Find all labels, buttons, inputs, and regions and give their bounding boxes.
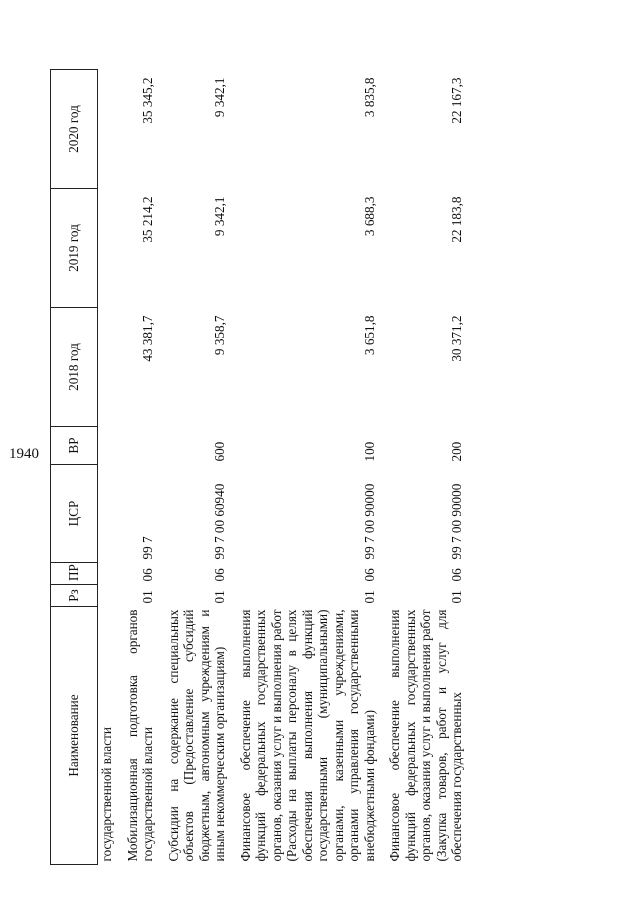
row-pr: 06 [449,568,464,582]
col-header-2019: 2019 год [51,189,98,308]
row-name: государственной власти [99,727,114,862]
col-header-name: Наименование [51,607,98,865]
row-name: Финансовое обеспечение выполнения функций федеральных государственных органов, оказания услуг и выполнения работ (Расходы на выплаты персоналу в целях обеспечения выполнения функций государственными (муниципальными) органами, казенными учреждениями, органами управления государственными внебюджетными фондами) [237,609,377,862]
col-header-2020: 2020 год [51,70,98,189]
row-rz [98,585,116,607]
table-row [157,70,229,865]
row-pr: 06 [361,568,377,582]
row-rz: 01 [449,590,464,604]
row-vr: 600 [212,441,227,462]
row-2019: 35 214,2 [140,196,155,243]
table-row [378,70,466,865]
row-vr: 200 [449,441,464,462]
row-2018 [98,308,116,427]
row-2019 [98,189,116,308]
row-pr [98,563,116,585]
row-2020 [98,70,116,189]
rotated-budget-table [50,70,600,865]
row-name: Мобилизационная подготовка органов государственной власти [124,609,155,862]
row-2018: 3 651,8 [361,315,377,356]
row-vr [98,427,116,465]
row-vr: 100 [361,441,377,462]
col-header-pr: ПР [51,563,98,585]
budget-table [50,69,466,865]
row-2018: 30 371,2 [449,315,464,362]
row-pr: 06 [140,568,155,582]
row-rz: 01 [140,590,155,604]
row-csr [98,465,116,563]
col-header-rz: Рз [51,585,98,607]
page-number: 1940 [9,446,39,462]
row-csr: 99 7 [140,536,155,560]
table-row [98,70,116,865]
row-vr [116,427,157,465]
row-2020: 35 345,2 [140,77,155,124]
row-2018: 9 358,7 [212,315,227,356]
row-2019: 9 342,1 [212,196,227,237]
row-rz: 01 [361,590,377,604]
row-2020: 3 835,8 [361,77,377,118]
row-2020: 9 342,1 [212,77,227,118]
row-2019: 3 688,3 [361,196,377,237]
row-name: Финансовое обеспечение выполнения функций федеральных государственных органов, оказания услуг и выполнения работ (Закупка товаров, работ и услуг для обеспечения государственных [387,609,464,862]
row-2019: 22 183,8 [449,196,464,243]
table-header-row [51,70,98,865]
row-rz: 01 [212,590,227,604]
row-csr: 99 7 00 90000 [449,483,464,560]
col-header-vr: ВР [51,427,98,465]
table-row [116,70,157,865]
row-csr: 99 7 00 60940 [212,483,227,560]
table-row [229,70,379,865]
row-2018: 43 381,7 [140,315,155,362]
col-header-2018: 2018 год [51,308,98,427]
row-csr: 99 7 00 90000 [361,483,377,560]
row-pr: 06 [212,568,227,582]
row-name: Субсидии на содержание специальных объектов (Предоставление субсидий бюджетным, автономным учреждениям и иным некоммерческим организациям) [165,609,227,862]
row-2020: 22 167,3 [449,77,464,124]
col-header-csr: ЦСР [51,465,98,563]
